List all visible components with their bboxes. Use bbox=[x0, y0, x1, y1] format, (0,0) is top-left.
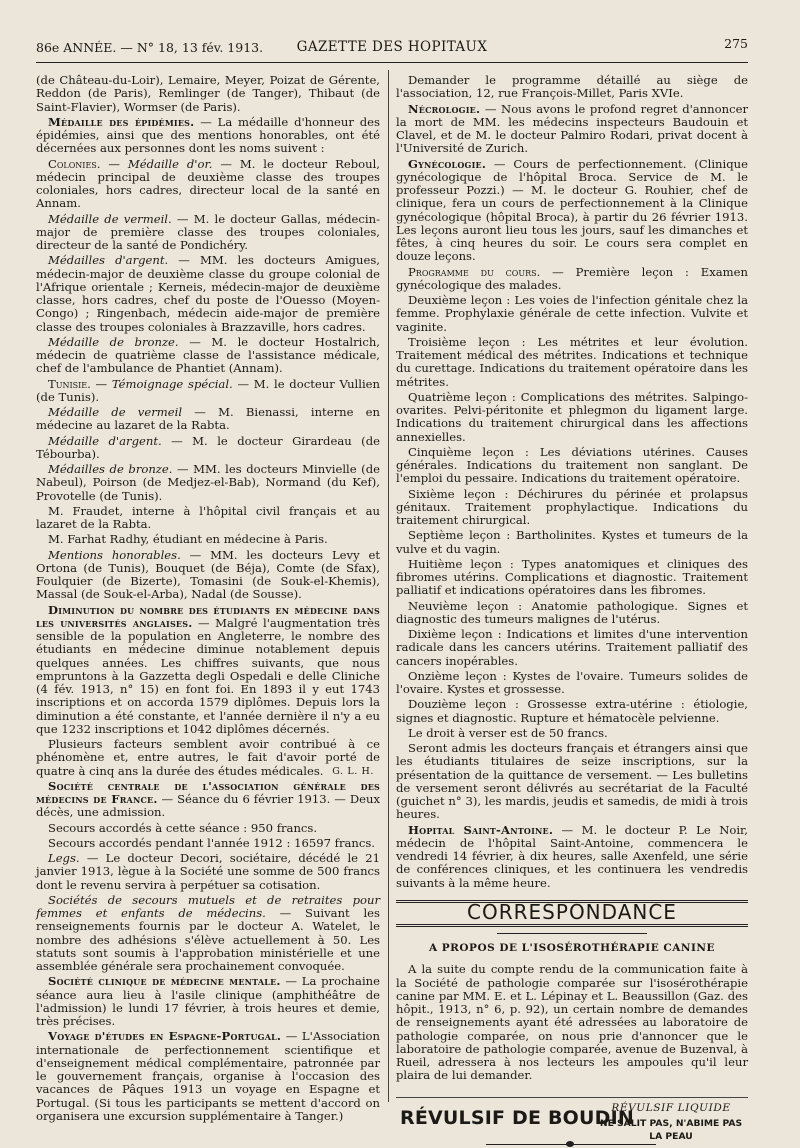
right-column bbox=[396, 74, 748, 1148]
italic-subheading: — Témoignage spécial. bbox=[90, 376, 233, 391]
italic-subheading: Médaille de vermeil. bbox=[48, 211, 172, 226]
left-column-paragraph bbox=[36, 505, 380, 532]
right-column-paragraph bbox=[396, 266, 748, 293]
paragraph-text: Dixième leçon : Indications et limites d'une intervention radicale dans les cancers utérins. Traitement palliatif des cancers inopérables. bbox=[396, 627, 748, 668]
paragraph-text: Secours accordés à cette séance : 950 francs. bbox=[48, 820, 318, 835]
italic-subheading: Médailles d'argent. bbox=[48, 253, 169, 268]
italic-subheading: Sociétés de secours mutuels et de retraites pour femmes et enfants de médecins. bbox=[36, 892, 380, 920]
left-column-paragraph bbox=[36, 254, 380, 334]
paragraph-text: — M. le docteur Gallas, médecin-major de première classe des troupes coloniales, directeur de la santé de Pondichéry. bbox=[36, 211, 380, 252]
section-heading: Voyage d'études en Espagne-Portugal. bbox=[48, 1029, 282, 1044]
journal-title: GAZETTE DES HOPITAUX bbox=[296, 39, 488, 55]
right-column-paragraph bbox=[396, 742, 748, 822]
left-column-paragraph bbox=[36, 213, 380, 253]
ad-liquid-label: RÉVULSIF LIQUIDE bbox=[611, 1101, 731, 1114]
paragraph-text: — M. le docteur Reboul, médecin principal de deuxième classe des troupes coloniales, hors cadres, directeur local de la santé en Annam. bbox=[36, 156, 380, 211]
correspondence-body: A la suite du compte rendu de la communication faite à la Société de pathologie comparée sur l'isosérothérapie canine par MM. E. et L. Lépinay et L. Beaussillon (Gaz. des hôpit., 1913, n° 6, p. 92), un certain nombre de demandes de renseignements ayant été adressées au laboratoire de pathologie comparée, on nous prie d'annoncer que le laboratoire de pathologie comparée, avenue de Buzenval, à Rueil, adressera à nos lecteurs les ampoules qu'il leur plaira de lui demander. bbox=[396, 962, 748, 1083]
section-heading: Hopital Saint-Antoine. bbox=[408, 822, 554, 837]
issue-info: 86e ANNÉE. — N° 18, 13 fév. 1913. bbox=[36, 40, 264, 55]
italic-subheading: — Médaille d'or. bbox=[100, 156, 213, 171]
left-column-paragraph bbox=[36, 158, 380, 211]
left-column-paragraph bbox=[36, 463, 380, 503]
paragraph-text: — M. le docteur P. Le Noir, médecin de l'hôpital Saint-Antoine, commencera le vendredi 14 février, à dix heures, salle Axenfeld, une série de conférences cliniques, et les continuera les vendredis suivants à la même heure. bbox=[396, 822, 748, 890]
italic-subheading: Mentions honorables. bbox=[48, 547, 181, 562]
section-heading: Nécrologie. bbox=[408, 101, 481, 116]
section-rule bbox=[497, 933, 647, 934]
right-column-paragraph bbox=[396, 391, 748, 444]
paragraph-text: Huitième leçon : Types anatomiques et cliniques des fibromes utérins. Complications et diagnostic. Traitement palliatif et indications opératoires dans les fibromes. bbox=[396, 556, 748, 598]
right-column-paragraph bbox=[396, 727, 748, 740]
paragraph-text: — MM. les docteurs Amigues, médecin-major de deuxième classe du groupe colonial de l'Afrique orientale ; Kerneis, médecin-major de deuxième classe, hors cadres, chef du poste de l'Ouesso (Moyen-Congo) ; Ringenbach, médecin aide-major de première classe des troupes coloniales à Brazzaville, hors cadres. bbox=[36, 253, 380, 334]
paragraph-text: Quatrième leçon : Complications des métrites. Salpingo-ovarites. Pelvi-péritonite et phlegmon du ligament large. Indications du traitement chirurgical dans les affections annexielles. bbox=[396, 389, 748, 444]
right-column-paragraph bbox=[396, 628, 748, 668]
paragraph-text: Onzième leçon : Kystes de l'ovaire. Tumeurs solides de l'ovaire. Kystes et grossesse. bbox=[396, 668, 748, 696]
paragraph-text: M. Fraudet, interne à l'hôpital civil français et au lazaret de la Rabta. bbox=[36, 503, 380, 531]
right-column-paragraph bbox=[396, 74, 748, 101]
paragraph-text: — M. le docteur Vullien (de Tunis). bbox=[36, 376, 380, 404]
section-heading: Société clinique de médecine mentale. bbox=[48, 974, 281, 989]
paragraph-text: Seront admis les docteurs français et étrangers ainsi que les étudiants titulaires de seize inscriptions, sur la présentation de la quittance de versement. — Les bulletins de versement seront délivrés au secrétariat de la Faculté (guichet n° 3), les mardis, jeudis et samedis, de midi à trois heures. bbox=[396, 741, 748, 822]
left-column-paragraph bbox=[36, 738, 380, 778]
paragraph-text: — Nous avons le profond regret d'annoncer la mort de MM. les médecins inspecteurs Baudouin et Clavel, et de M. le docteur Palmiro Rodari, privat docent à l'Université de Zurich. bbox=[396, 101, 748, 156]
section-heading: Société centrale de l'association générale des médecins de France. bbox=[36, 778, 380, 806]
paragraph-text: Plusieurs facteurs semblent avoir contribué à ce phénomène et, entre autres, le fait d'avoir porté de quatre à cinq ans la durée des études médicales. bbox=[36, 737, 380, 778]
right-column-notices bbox=[396, 74, 748, 890]
ad-brand: RÉVULSIF DE BOUDIN bbox=[400, 1106, 634, 1129]
paragraph-text: — Le docteur Decori, sociétaire, décédé le 21 janvier 1913, lègue à la Société une somme de 500 francs dont le revenu servira à perpétuer sa cotisation. bbox=[36, 851, 380, 892]
paragraph-text: — M. le docteur Hostalrich, médecin de quatrième classe de l'assistance médicale, chef de l'ambulance de Phantiet (Annam). bbox=[36, 334, 380, 376]
correspondence-banner bbox=[396, 900, 748, 927]
left-column-paragraph bbox=[36, 822, 380, 835]
section-label: Tunisie. bbox=[48, 376, 91, 391]
left-column-paragraph bbox=[36, 894, 380, 974]
left-column-paragraph bbox=[36, 533, 380, 546]
right-column-paragraph bbox=[396, 336, 748, 389]
section-label: Programme du cours. bbox=[408, 264, 541, 279]
page-header bbox=[36, 38, 748, 58]
paragraph-text: — MM. les docteurs Minvielle (de Nabeul), Poirson (de Medjez-el-Bab), Normand (du Kef), Provotelle (de Tunis). bbox=[36, 462, 380, 503]
paragraph-text: Cinquième leçon : Les déviations utérines. Causes générales. Indications du traitement non sanglant. De l'emploi du pessaire. Indications du traitement opératoire. bbox=[396, 444, 748, 486]
paragraph-text: Demander le programme détaillé au siège de l'association, 12, rue François-Millet, Paris XVIe. bbox=[396, 73, 748, 101]
right-column-paragraph bbox=[396, 824, 748, 890]
paragraph-text: Le droit à verser est de 50 francs. bbox=[408, 725, 608, 740]
paragraph-text: — La médaille d'honneur des épidémies, ainsi que des mentions honorables, ont été décernées aux personnes dont les noms suivent : bbox=[36, 114, 380, 156]
paragraph-text: — M. Bienassi, interne en médecine au lazaret de la Rabta. bbox=[36, 405, 380, 433]
paragraph-text: — MM. les docteurs Levy et Ortona (de Tunis), Bouquet (de Béja), Comte (de Sfax), Foulquier (de Bizerte), Tomasini (de Souk-el-Khemis), Massal (de Souk-el-Arba), Nadal (de Sousse). bbox=[36, 547, 380, 602]
paragraph-text: (de Château-du-Loir), Lemaire, Meyer, Poizat de Gérente, Reddon (de Paris), Remlinger (de Tanger), Thibaut (de Saint-Flavier), Wormser (de Paris). bbox=[36, 73, 380, 114]
paragraph-text: — Première leçon : Examen gynécologique des malades. bbox=[396, 264, 749, 292]
correspondence-title: CORRESPONDANCE bbox=[467, 899, 677, 924]
paragraph-text: Neuvième leçon : Anatomie pathologique. Signes et diagnostic des tumeurs malignes de l'utérus. bbox=[396, 598, 748, 626]
left-column-paragraph bbox=[36, 549, 380, 602]
right-column-paragraph bbox=[396, 446, 748, 486]
paragraph-text: — Cours de perfectionnement. (Clinique gynécologique de l'hôpital Broca. Service de M. le professeur Pozzi.) — M. le docteur G. Rouhier, chef de clinique, fera un cours de perfectionnement à la Clinique gynécologique (hôpital Broca), à partir du 26 février 1913. Les leçons auront lieu tous les jours, sauf les dimanches et fêtes, à cinq heures du soir. Le cours sera complet en douze leçons. bbox=[396, 156, 748, 264]
ad-side-block bbox=[596, 1102, 746, 1144]
left-column-paragraph bbox=[36, 852, 380, 892]
author-initials: G. L. H. bbox=[332, 765, 374, 777]
left-column-paragraph bbox=[36, 975, 380, 1028]
paragraph-text: Troisième leçon : Les métrites et leur évolution. Traitement médical des métrites. Indications et technique du curettage. Indications du traitement opératoire dans les métrites. bbox=[396, 334, 748, 389]
left-column-paragraph bbox=[36, 780, 380, 820]
ad-slogan: NE SALIT PAS, N'ABIME PAS LA PEAU bbox=[599, 1117, 743, 1142]
advertisement bbox=[396, 1097, 748, 1148]
paragraph-text: Sixième leçon : Déchirures du périnée et prolapsus génitaux. Traitement prophylactique. Indications du traitement chirurgical. bbox=[396, 486, 748, 527]
left-column-paragraph bbox=[36, 604, 380, 737]
left-column-paragraph bbox=[36, 406, 380, 433]
italic-subheading: Médaille de vermeil bbox=[48, 405, 183, 419]
section-heading: Diminution du nombre des étudiants en médecine dans les universités anglaises. bbox=[36, 602, 380, 630]
left-column-paragraph bbox=[36, 336, 380, 376]
left-column-paragraph bbox=[36, 1030, 380, 1123]
correspondence-subtitle: A PROPOS DE L'ISOSÉROTHÉRAPIE CANINE bbox=[428, 942, 715, 954]
right-column-paragraph bbox=[396, 103, 748, 156]
right-column-paragraph bbox=[396, 698, 748, 725]
page-number: 275 bbox=[724, 36, 748, 51]
right-column-paragraph bbox=[396, 558, 748, 598]
paragraph-text: M. Farhat Radhy, étudiant en médecine à Paris. bbox=[48, 532, 328, 547]
ad-ornament bbox=[566, 1141, 574, 1147]
right-column-paragraph bbox=[396, 294, 748, 334]
paragraph-text: Secours accordés pendant l'année 1912 : 16597 francs. bbox=[48, 835, 375, 850]
left-column-paragraph bbox=[36, 116, 380, 156]
paragraph-text: — Malgré l'augmentation très sensible de la population en Angleterre, le nombre des étudiants en médecine diminue notablement depuis quelques années. Les chiffres suivants, que nous empruntons à la Gazzetta degli Ospedali e delle Cliniche (4 fév. 1913, n° 15) en font foi. En 1893 il y eut 1743 inscriptions et on accorda 1579 diplômes. Depuis lors la diminution a été constante, et l'année dernière il n'y a eu que 1232 inscriptions et 1042 diplômes décernés. bbox=[36, 615, 380, 736]
left-column-paragraph bbox=[36, 74, 380, 114]
header-rule bbox=[36, 62, 748, 63]
left-column-paragraph bbox=[36, 378, 380, 405]
paragraph-text: — M. le docteur Girardeau (de Tébourba). bbox=[36, 433, 380, 461]
left-column-paragraph bbox=[36, 435, 380, 462]
paragraph-text: — La prochaine séance aura lieu à l'asile clinique (amphithéâtre de l'admission) le lundi 17 février, à trois heures et demie, très précises. bbox=[36, 974, 380, 1028]
italic-subheading: Legs. bbox=[48, 851, 80, 865]
italic-subheading: Médaille d'argent. bbox=[48, 433, 162, 448]
paragraph-text: Deuxième leçon : Les voies de l'infection génitale chez la femme. Prophylaxie générale de cette infection. Vulvite et vaginite. bbox=[396, 293, 748, 334]
paragraph-text: — Suivant les renseignements fournis par le docteur A. Watelet, le nombre des adhésions s'élève actuellement à 50. Les statuts sont soumis à l'approbation ministérielle et une assemblée générale sera prochainement convoquée. bbox=[36, 906, 380, 973]
paragraph-text: — Séance du 6 février 1913. — Deux décès, une admission. bbox=[36, 792, 380, 820]
right-column-paragraph bbox=[396, 600, 748, 627]
section-heading: Médaille des épidémies. bbox=[48, 114, 195, 129]
right-column-paragraph bbox=[396, 488, 748, 528]
section-heading: Gynécologie. bbox=[408, 156, 487, 171]
right-column-paragraph bbox=[396, 529, 748, 556]
section-label: Colonies. bbox=[48, 156, 101, 171]
right-column-paragraph bbox=[396, 158, 748, 264]
paragraph-text: — L'Association internationale de perfectionnement scientifique et d'enseignement médical complémentaire, patronnée par le gouvernement français, organise à l'occasion des vacances de Pâques 1913 un voyage en Espagne et Portugal. (Si tous les participants se mettent d'accord on organisera une excursion supplémentaire à Tanger.) bbox=[36, 1029, 380, 1123]
column-divider bbox=[388, 70, 389, 1102]
left-column-paragraph bbox=[36, 837, 380, 850]
italic-subheading: Médailles de bronze. bbox=[48, 462, 173, 476]
left-column bbox=[36, 74, 380, 1125]
italic-subheading: Médaille de bronze. bbox=[48, 334, 179, 349]
right-column-paragraph bbox=[396, 670, 748, 697]
paragraph-text: Douzième leçon : Grossesse extra-utérine : étiologie, signes et diagnostic. Rupture et hématocèle pelvienne. bbox=[396, 697, 748, 725]
paragraph-text: Septième leçon : Bartholinites. Kystes et tumeurs de la vulve et du vagin. bbox=[396, 528, 748, 556]
